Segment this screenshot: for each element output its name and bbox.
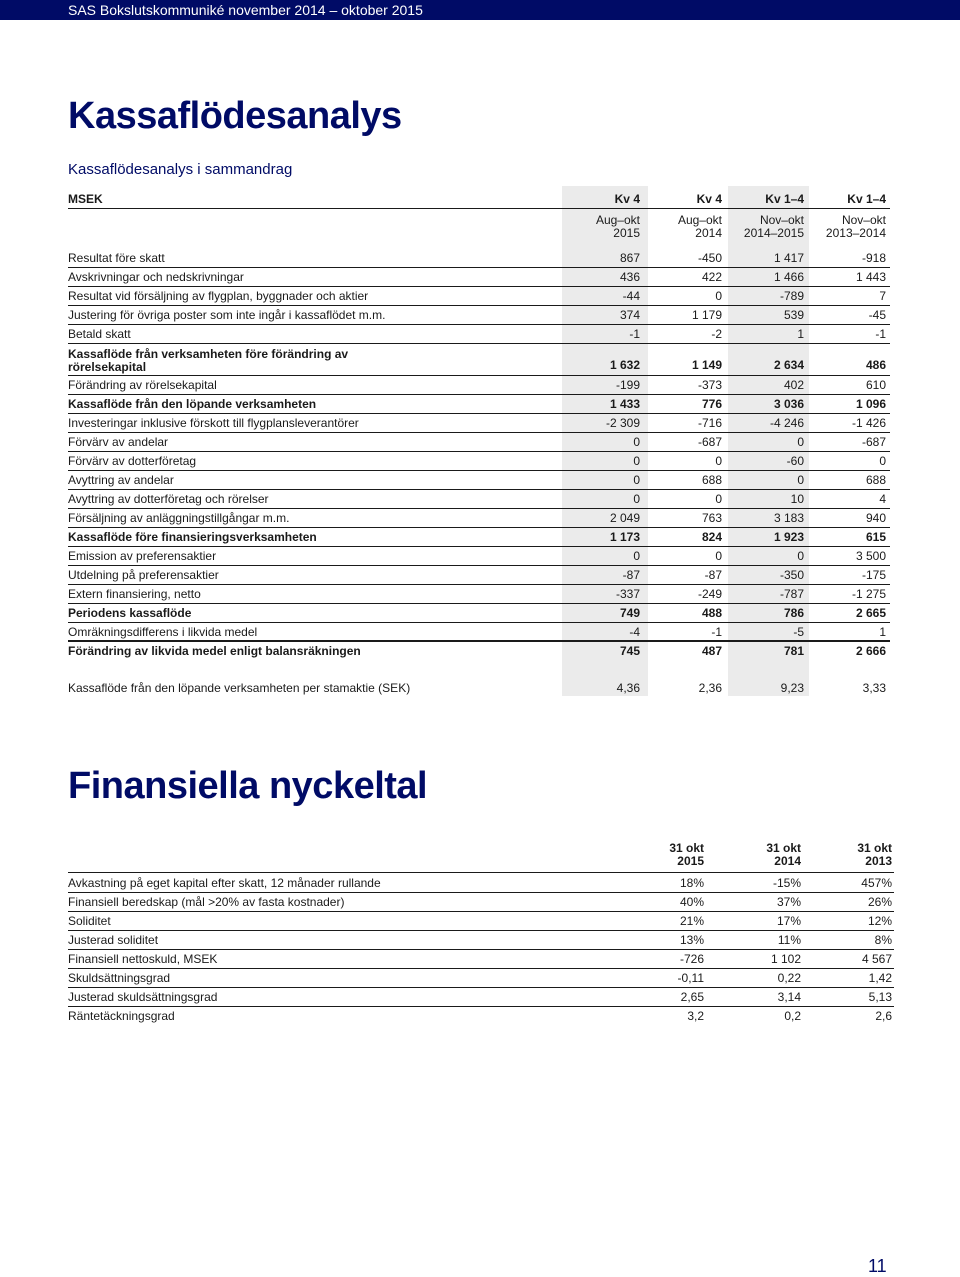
table-row: Förvärv av andelar 0 -687 0 -687 <box>68 433 890 452</box>
table-row: Resultat vid försäljning av flygplan, byggnader och aktier -44 0 -789 7 <box>68 287 890 306</box>
key-ratio-row: Skuldsättningsgrad -0,11 0,22 1,42 <box>68 969 894 988</box>
table-row: Avyttring av dotterföretag och rörelser 0 0 10 4 <box>68 490 890 509</box>
table-row: Utdelning på preferensaktier -87 -87 -350 -175 <box>68 566 890 585</box>
key-ratio-row: Finansiell nettoskuld, MSEK -726 1 102 4 567 <box>68 950 894 969</box>
column-period: Aug–okt 2015 <box>595 213 640 240</box>
column-period: Nov–okt 2014–2015 <box>743 213 804 240</box>
table-row: Betald skatt -1 -2 1 -1 <box>68 325 890 344</box>
column-date: 31 okt 2015 <box>669 841 704 868</box>
table-row: Resultat före skatt 867 -450 1 417 -918 <box>68 249 890 268</box>
column-date: 31 okt 2014 <box>766 841 801 868</box>
column-header: Kv 1–4 <box>847 192 886 206</box>
key-ratio-row: Räntetäckningsgrad 3,2 0,2 2,6 <box>68 1009 892 1023</box>
column-date: 31 okt 2013 <box>857 841 892 868</box>
section-heading-key-ratios: Finansiella nyckeltal <box>68 765 428 807</box>
table-header <box>68 189 890 209</box>
table-row: Emission av preferensaktier 0 0 0 3 500 <box>68 547 890 566</box>
table-row: Justering för övriga poster som inte ingår i kassaflödet m.m. 374 1 179 539 -45 <box>68 306 890 325</box>
column-period: Nov–okt 2013–2014 <box>825 213 886 240</box>
table-row-subtotal: Kassaflöde från verksamheten före förändring av rörelsekapital 1 632 1 149 2 634 486 <box>68 346 890 376</box>
table-row: Investeringar inklusive förskott till flygplansleverantörer -2 309 -716 -4 246 -1 426 <box>68 414 890 433</box>
table-row: Förändring av rörelsekapital -199 -373 402 610 <box>68 376 890 395</box>
header-title: SAS Bokslutskommuniké november 2014 – oktober 2015 <box>68 2 423 18</box>
key-ratio-row: Justerad soliditet 13% 11% 8% <box>68 931 894 950</box>
section-heading-cashflow: Kassaflödesanalys <box>68 95 402 137</box>
table-row: Avyttring av andelar 0 688 0 688 <box>68 471 890 490</box>
table-row: Avskrivningar och nedskrivningar 436 422 1 466 1 443 <box>68 268 890 287</box>
column-header: Kv 4 <box>614 192 640 206</box>
key-ratio-row: Avkastning på eget kapital efter skatt, 12 månader rullande 18% -15% 457% <box>68 874 894 893</box>
table-row-total: Förändring av likvida medel enligt balansräkningen 745 487 781 2 666 <box>68 644 886 658</box>
table-subheader <box>68 214 890 244</box>
header-bar <box>0 0 960 20</box>
table-row-subtotal: Kassaflöde från den löpande verksamheten 1 433 776 3 036 1 096 <box>68 395 890 414</box>
key-ratio-row: Finansiell beredskap (mål >20% av fasta kostnader) 40% 37% 26% <box>68 893 894 912</box>
table-row-subtotal: Periodens kassaflöde 749 488 786 2 665 <box>68 604 890 623</box>
page-number: 11 <box>868 1256 887 1276</box>
divider <box>68 872 894 873</box>
column-header: Kv 4 <box>696 192 722 206</box>
table-row: Försäljning av anläggningstillgångar m.m. 2 049 763 3 183 940 <box>68 509 890 528</box>
key-ratio-row: Justerad skuldsättningsgrad 2,65 3,14 5,13 <box>68 988 894 1007</box>
unit-label: MSEK <box>68 192 103 206</box>
table-row: Extern finansiering, netto -337 -249 -787 -1 275 <box>68 585 890 604</box>
table-row: Omräkningsdifferens i likvida medel -4 -1 -5 1 <box>68 623 890 642</box>
column-header: Kv 1–4 <box>765 192 804 206</box>
table-row: Förvärv av dotterföretag 0 0 -60 0 <box>68 452 890 471</box>
key-ratio-row: Soliditet 21% 17% 12% <box>68 912 894 931</box>
table-row-per-share: Kassaflöde från den löpande verksamheten per stamaktie (SEK) 4,36 2,36 9,23 3,33 <box>68 681 886 695</box>
column-period: Aug–okt 2014 <box>677 213 722 240</box>
table-row-subtotal: Kassaflöde före finansieringsverksamheten 1 173 824 1 923 615 <box>68 528 890 547</box>
section-subtitle: Kassaflödesanalys i sammandrag <box>68 161 293 178</box>
key-ratios-header <box>68 842 894 872</box>
